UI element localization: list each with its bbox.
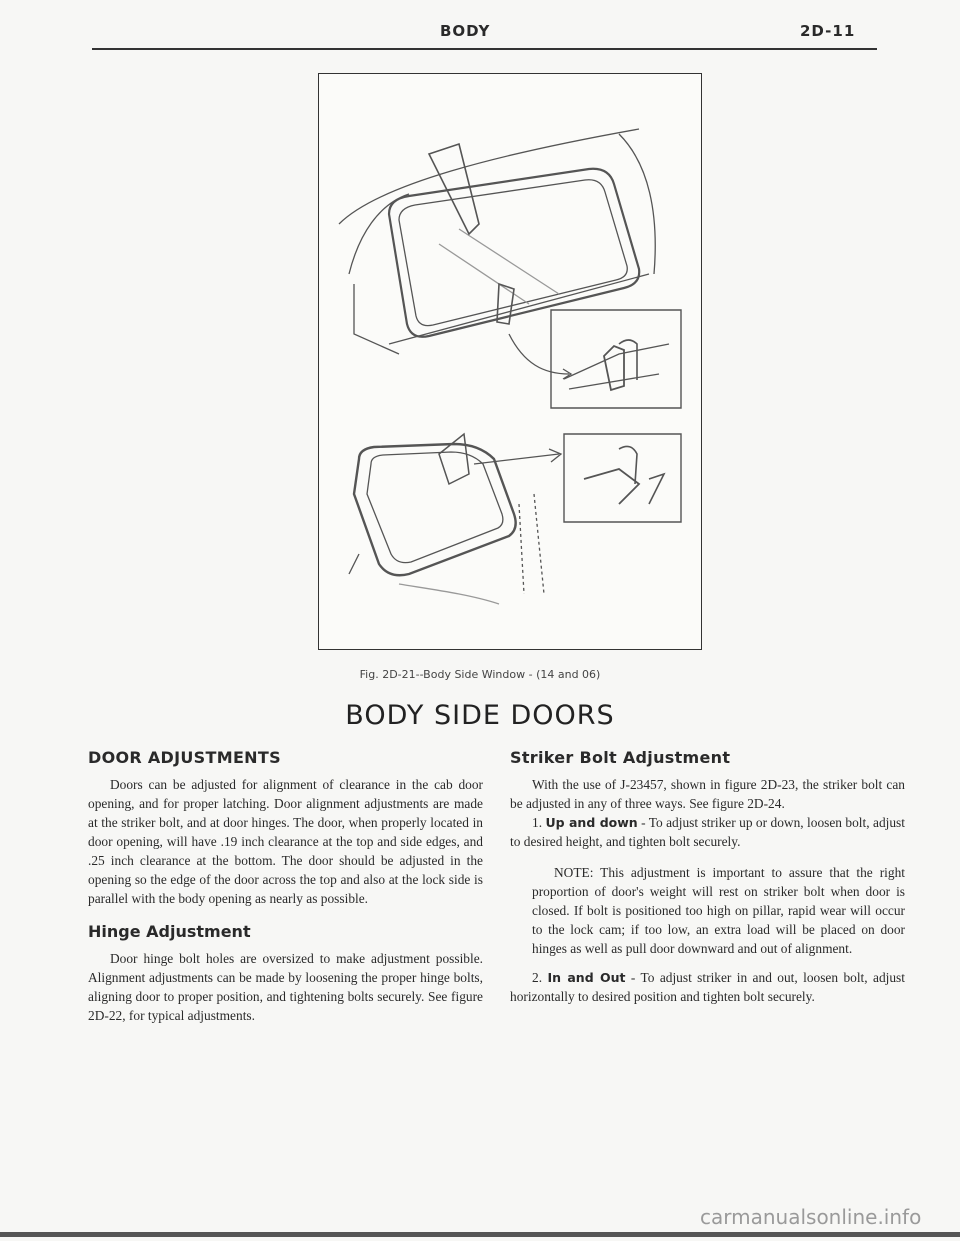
footer-watermark: carmanualsonline.info bbox=[700, 1205, 922, 1229]
running-header-title: BODY bbox=[440, 22, 491, 40]
hinge-adjustment-paragraph: Door hinge bolt holes are oversized to make adjustment possible. Alignment adjustments can be made by loosening the proper hinge bolts, aligning door to proper position, and tightening bolts securely. See figure 2D-22, for typical adjustments. bbox=[88, 951, 483, 1023]
right-column bbox=[510, 748, 905, 1006]
door-adjustments-paragraph: Doors can be adjusted for alignment of clearance in the cab door opening, and for proper latching. Door alignment adjustments are made at the striker bolt, and at door hinges. The door, when properly located in door opening, will have .19 inch clearance at the top and side edges, and .25 inch clearance at the bottom. The door should be adjusted in the opening so the edge of the door across the top and also at the lock side is parallel with the body opening as nearly as possible. bbox=[88, 777, 483, 906]
figure-frame bbox=[318, 73, 702, 650]
figure-caption: Fig. 2D-21--Body Side Window - (14 and 06) bbox=[359, 668, 601, 681]
section-title: BODY SIDE DOORS bbox=[345, 700, 615, 731]
step-lead: In and Out bbox=[547, 970, 626, 985]
page-number: 2D-11 bbox=[800, 22, 856, 40]
step-text: - To adjust striker up or down, loosen bolt, adjust to desired height, and tighten bolt securely. bbox=[510, 815, 905, 849]
step-lead: Up and down bbox=[545, 815, 638, 830]
door-adjustments-heading: DOOR ADJUSTMENTS bbox=[88, 748, 281, 767]
left-column bbox=[88, 748, 483, 1025]
striker-bolt-paragraph: With the use of J-23457, shown in figure 2D-23, the striker bolt can be adjusted in any of three ways. See figure 2D-24. bbox=[510, 777, 905, 811]
note-paragraph: NOTE: This adjustment is important to assure that the right proportion of door's weight will rest on striker bolt when door is closed. If bolt is positioned too high on pillar, rapid wear will occur to the lock cam; if too low, an extra load will be placed on door hinges as well as pull door downward and out of alignment. bbox=[532, 865, 905, 956]
window-illustration bbox=[319, 74, 701, 649]
step-text: - To adjust striker in and out, loosen bolt, adjust horizontally to desired position and tighten bolt securely. bbox=[510, 970, 905, 1004]
hinge-adjustment-heading: Hinge Adjustment bbox=[88, 922, 251, 941]
step-number: 1. bbox=[532, 815, 543, 830]
header-rule bbox=[92, 48, 877, 50]
footer-rule bbox=[0, 1232, 960, 1237]
step-in-and-out bbox=[510, 968, 905, 1006]
step-up-and-down bbox=[510, 813, 905, 851]
step-number: 2. bbox=[532, 970, 543, 985]
striker-bolt-heading: Striker Bolt Adjustment bbox=[510, 748, 731, 767]
